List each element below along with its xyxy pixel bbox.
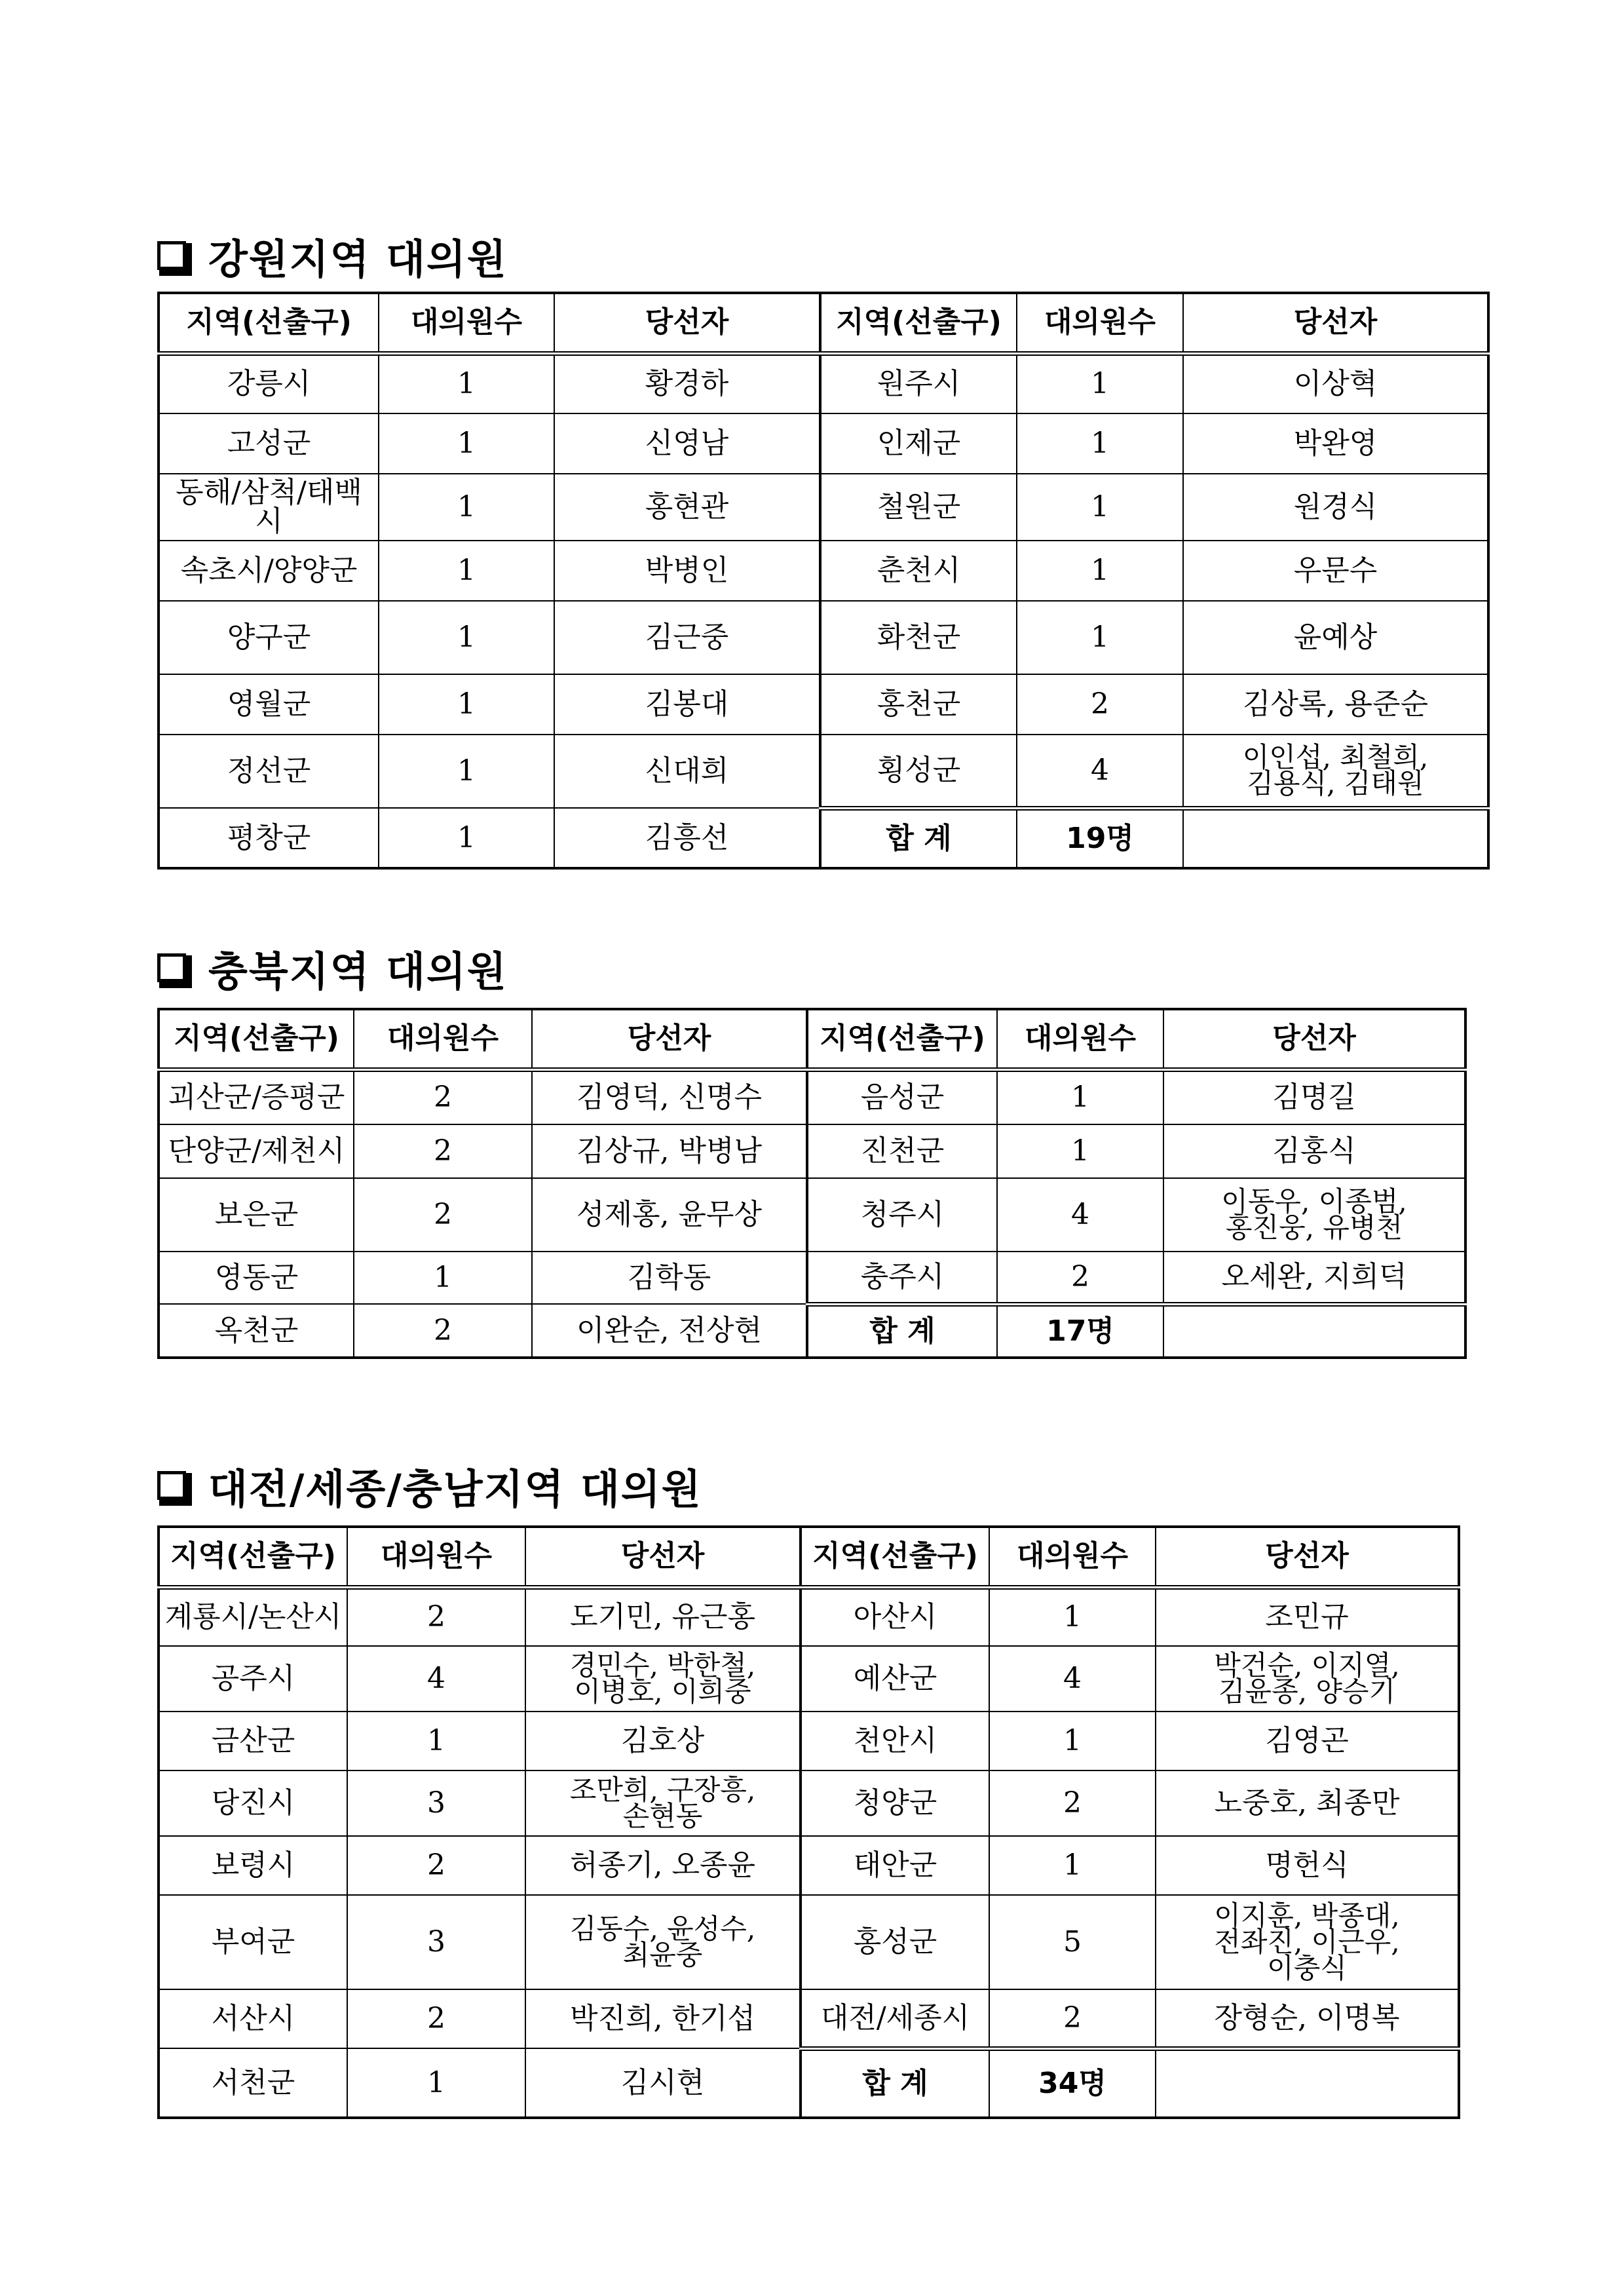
cell-region: 정선군 — [159, 735, 379, 808]
header-elected: 당선자 — [1156, 1527, 1459, 1587]
cell-region: 평창군 — [159, 808, 379, 868]
table-row — [159, 1989, 1459, 2048]
cell-region: 태안군 — [801, 1836, 989, 1895]
header-region: 지역(선출구) — [159, 293, 379, 353]
section-gangwon — [157, 226, 1487, 881]
cell-region: 고성군 — [159, 413, 379, 474]
header-elected: 당선자 — [532, 1009, 807, 1069]
cell-delegates: 1 — [1017, 541, 1183, 601]
cell-elected: 김동수, 윤성수, 최윤중 — [525, 1895, 801, 1989]
cell-region: 횡성군 — [820, 735, 1017, 808]
header-elected: 당선자 — [554, 293, 820, 353]
section-title-text: 대전/세종/충남지역 대의원 — [208, 1464, 702, 1513]
cell-elected: 윤예상 — [1183, 601, 1488, 674]
cell-region: 계룡시/논산시 — [159, 1587, 347, 1646]
cell-elected: 황경하 — [554, 353, 820, 413]
cell-elected: 김흥선 — [554, 808, 820, 868]
cell-delegates: 1 — [354, 1252, 532, 1304]
cell-region: 영동군 — [159, 1252, 354, 1304]
header-region: 지역(선출구) — [820, 293, 1017, 353]
total-count: 34명 — [989, 2048, 1156, 2118]
cell-elected: 이지훈, 박종대, 전좌진, 이근우, 이충식 — [1156, 1895, 1459, 1989]
checkbox-square-icon — [157, 241, 186, 270]
checkbox-square-icon — [157, 953, 186, 982]
table-row — [159, 541, 1488, 601]
cell-delegates: 1 — [1017, 601, 1183, 674]
table-row — [159, 2048, 1459, 2118]
header-delegates: 대의원수 — [1017, 293, 1183, 353]
cell-region: 화천군 — [820, 601, 1017, 674]
cell-elected: 조만희, 구장흥, 손현동 — [525, 1770, 801, 1836]
cell-delegates: 2 — [354, 1124, 532, 1178]
table-row — [159, 1895, 1459, 1989]
cell-delegates: 3 — [347, 1895, 525, 1989]
cell-delegates: 1 — [379, 474, 554, 541]
section-daejeon-sejong-chungnam — [157, 1456, 1458, 2124]
cell-delegates: 1 — [989, 1836, 1156, 1895]
cell-delegates: 1 — [379, 413, 554, 474]
cell-region: 원주시 — [820, 353, 1017, 413]
cell-delegates: 1 — [989, 1587, 1156, 1646]
cell-elected: 김영덕, 신명수 — [532, 1069, 807, 1124]
total-empty-cell — [1183, 808, 1488, 868]
cell-delegates: 4 — [1017, 735, 1183, 808]
cell-region: 춘천시 — [820, 541, 1017, 601]
cell-elected: 김명길 — [1163, 1069, 1465, 1124]
cell-region: 영월군 — [159, 674, 379, 735]
cell-region: 보은군 — [159, 1178, 354, 1252]
cell-region: 괴산군/증평군 — [159, 1069, 354, 1124]
cell-region: 동해/삼척/태백시 — [159, 474, 379, 541]
cell-delegates: 2 — [354, 1304, 532, 1358]
cell-elected: 김시현 — [525, 2048, 801, 2118]
header-delegates: 대의원수 — [347, 1527, 525, 1587]
cell-elected: 명헌식 — [1156, 1836, 1459, 1895]
cell-delegates: 3 — [347, 1770, 525, 1836]
cell-region: 옥천군 — [159, 1304, 354, 1358]
cell-region: 음성군 — [807, 1069, 997, 1124]
header-elected: 당선자 — [525, 1527, 801, 1587]
cell-elected: 경민수, 박한철, 이병호, 이희중 — [525, 1646, 801, 1712]
header-delegates: 대의원수 — [997, 1009, 1163, 1069]
header-region: 지역(선출구) — [159, 1009, 354, 1069]
cell-elected: 김영곤 — [1156, 1712, 1459, 1770]
cell-region: 부여군 — [159, 1895, 347, 1989]
cell-elected: 원경식 — [1183, 474, 1488, 541]
cell-elected: 홍현관 — [554, 474, 820, 541]
header-delegates: 대의원수 — [354, 1009, 532, 1069]
cell-elected: 오세완, 지희덕 — [1163, 1252, 1465, 1304]
header-elected: 당선자 — [1183, 293, 1488, 353]
table-row — [159, 1770, 1459, 1836]
header-delegates: 대의원수 — [379, 293, 554, 353]
cell-delegates: 1 — [379, 353, 554, 413]
header-region: 지역(선출구) — [159, 1527, 347, 1587]
cell-elected: 도기민, 유근홍 — [525, 1587, 801, 1646]
cell-elected: 이동우, 이종범, 홍진웅, 유병천 — [1163, 1178, 1465, 1252]
cell-delegates: 2 — [347, 1989, 525, 2048]
table-row — [159, 1587, 1459, 1646]
cell-delegates: 4 — [347, 1646, 525, 1712]
cell-region: 진천군 — [807, 1124, 997, 1178]
cell-region: 단양군/제천시 — [159, 1124, 354, 1178]
table-row — [159, 1069, 1465, 1124]
cell-delegates: 2 — [1017, 674, 1183, 735]
gangwon-table — [157, 292, 1490, 870]
total-empty-cell — [1163, 1304, 1465, 1358]
cell-elected: 우문수 — [1183, 541, 1488, 601]
cell-delegates: 2 — [989, 1989, 1156, 2048]
cell-delegates: 1 — [379, 674, 554, 735]
cell-region: 서천군 — [159, 2048, 347, 2118]
cell-elected: 허종기, 오종윤 — [525, 1836, 801, 1895]
cell-elected: 신대희 — [554, 735, 820, 808]
cell-delegates: 2 — [354, 1069, 532, 1124]
section-title — [157, 938, 1464, 997]
cell-region: 대전/세종시 — [801, 1989, 989, 2048]
section-chungbuk — [157, 938, 1464, 1364]
cell-region: 예산군 — [801, 1646, 989, 1712]
cell-elected: 이상혁 — [1183, 353, 1488, 413]
cell-region: 속초시/양양군 — [159, 541, 379, 601]
total-count: 17명 — [997, 1304, 1163, 1358]
cell-region: 공주시 — [159, 1646, 347, 1712]
table-row — [159, 413, 1488, 474]
cell-delegates: 1 — [379, 808, 554, 868]
section-title-text: 강원지역 대의원 — [208, 235, 508, 283]
table-row — [159, 808, 1488, 868]
cell-region: 서산시 — [159, 1989, 347, 2048]
cell-region: 홍천군 — [820, 674, 1017, 735]
cell-elected: 노중호, 최종만 — [1156, 1770, 1459, 1836]
table-row — [159, 1178, 1465, 1252]
cell-elected: 조민규 — [1156, 1587, 1459, 1646]
cell-elected: 신영남 — [554, 413, 820, 474]
table-row — [159, 474, 1488, 541]
cell-elected: 박병인 — [554, 541, 820, 601]
header-region: 지역(선출구) — [801, 1527, 989, 1587]
cell-delegates: 1 — [1017, 353, 1183, 413]
cell-elected: 김봉대 — [554, 674, 820, 735]
total-count: 19명 — [1017, 808, 1183, 868]
cell-region: 청양군 — [801, 1770, 989, 1836]
cell-region: 홍성군 — [801, 1895, 989, 1989]
cell-delegates: 1 — [379, 541, 554, 601]
table-row — [159, 353, 1488, 413]
cell-delegates: 4 — [989, 1646, 1156, 1712]
table-row — [159, 1304, 1465, 1358]
cell-delegates: 2 — [354, 1178, 532, 1252]
table-row — [159, 1712, 1459, 1770]
cell-region: 양구군 — [159, 601, 379, 674]
total-label: 합 계 — [801, 2048, 989, 2118]
cell-delegates: 2 — [347, 1836, 525, 1895]
cell-elected: 김상규, 박병남 — [532, 1124, 807, 1178]
cell-elected: 장형순, 이명복 — [1156, 1989, 1459, 2048]
cell-region: 아산시 — [801, 1587, 989, 1646]
cell-delegates: 1 — [997, 1069, 1163, 1124]
cell-elected: 김상록, 용준순 — [1183, 674, 1488, 735]
section-title-text: 충북지역 대의원 — [208, 947, 508, 995]
table-row — [159, 735, 1488, 808]
cell-delegates: 4 — [997, 1178, 1163, 1252]
cell-delegates: 1 — [997, 1124, 1163, 1178]
table-header-row — [159, 293, 1488, 353]
cell-region: 충주시 — [807, 1252, 997, 1304]
cell-delegates: 1 — [347, 2048, 525, 2118]
cell-delegates: 2 — [347, 1587, 525, 1646]
cell-elected: 김호상 — [525, 1712, 801, 1770]
table-row — [159, 601, 1488, 674]
cell-region: 청주시 — [807, 1178, 997, 1252]
cell-region: 철원군 — [820, 474, 1017, 541]
section-title — [157, 226, 1487, 285]
cell-delegates: 1 — [379, 735, 554, 808]
cell-elected: 김학동 — [532, 1252, 807, 1304]
header-delegates: 대의원수 — [989, 1527, 1156, 1587]
total-label: 합 계 — [807, 1304, 997, 1358]
cell-delegates: 2 — [997, 1252, 1163, 1304]
cell-region: 인제군 — [820, 413, 1017, 474]
header-elected: 당선자 — [1163, 1009, 1465, 1069]
cell-delegates: 1 — [989, 1712, 1156, 1770]
cell-elected: 박완영 — [1183, 413, 1488, 474]
table-header-row — [159, 1527, 1459, 1587]
cell-delegates: 1 — [1017, 474, 1183, 541]
cell-elected: 이인섭, 최철희, 김용식, 김태원 — [1183, 735, 1488, 808]
table-row — [159, 1252, 1465, 1304]
table-row — [159, 1646, 1459, 1712]
section-title — [157, 1456, 1458, 1515]
cell-elected: 박건순, 이지열, 김윤종, 양승기 — [1156, 1646, 1459, 1712]
chungbuk-table — [157, 1008, 1467, 1359]
cell-elected: 김홍식 — [1163, 1124, 1465, 1178]
cell-delegates: 2 — [989, 1770, 1156, 1836]
cell-region: 당진시 — [159, 1770, 347, 1836]
daejeon-table — [157, 1525, 1460, 2119]
header-region: 지역(선출구) — [807, 1009, 997, 1069]
cell-delegates: 5 — [989, 1895, 1156, 1989]
checkbox-square-icon — [157, 1471, 186, 1500]
table-header-row — [159, 1009, 1465, 1069]
table-row — [159, 1836, 1459, 1895]
cell-delegates: 1 — [1017, 413, 1183, 474]
cell-elected: 이완순, 전상현 — [532, 1304, 807, 1358]
cell-elected: 김근중 — [554, 601, 820, 674]
cell-delegates: 1 — [379, 601, 554, 674]
cell-elected: 성제홍, 윤무상 — [532, 1178, 807, 1252]
total-label: 합 계 — [820, 808, 1017, 868]
cell-elected: 박진희, 한기섭 — [525, 1989, 801, 2048]
cell-region: 천안시 — [801, 1712, 989, 1770]
cell-delegates: 1 — [347, 1712, 525, 1770]
table-row — [159, 1124, 1465, 1178]
total-empty-cell — [1156, 2048, 1459, 2118]
cell-region: 강릉시 — [159, 353, 379, 413]
table-row — [159, 674, 1488, 735]
cell-region: 보령시 — [159, 1836, 347, 1895]
cell-region: 금산군 — [159, 1712, 347, 1770]
